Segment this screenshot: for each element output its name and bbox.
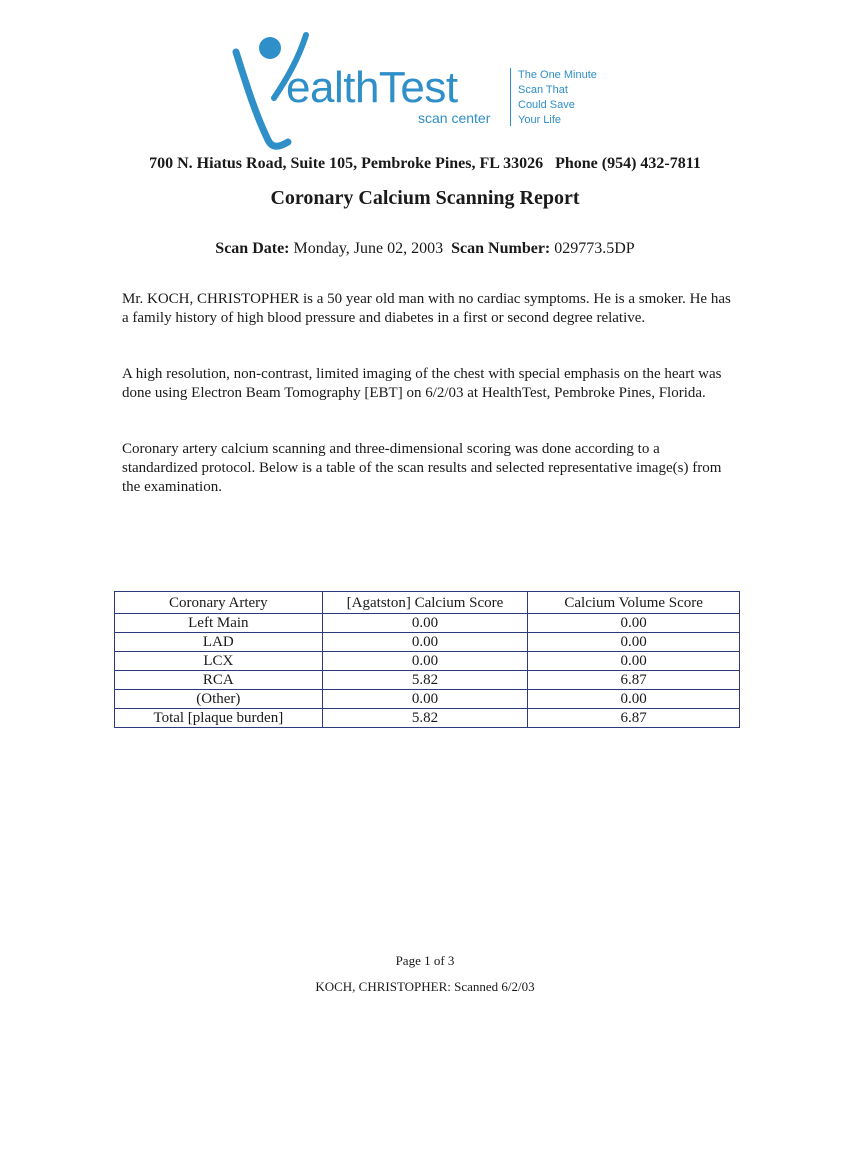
logo-divider (510, 68, 511, 126)
address-line (0, 155, 850, 173)
column-header-volume: Calcium Volume Score (528, 592, 740, 614)
agatston-cell: 5.82 (322, 709, 528, 728)
column-header-artery: Coronary Artery (115, 592, 323, 614)
imaging-method-paragraph: A high resolution, non-contrast, limited imaging of the chest with special emphasis on the heart was done using Electron Beam Tomography [EBT] on 6/2/03 at HealthTest, Pembroke Pines, Florida. (122, 366, 722, 401)
scan-date: Monday, June 02, 2003 (293, 240, 444, 257)
table-total-row (115, 709, 740, 728)
scoring-protocol-paragraph: Coronary artery calcium scanning and three-dimensional scoring was done according to a standardized protocol. Below is a table of the scan results and selected representative image(s) from the examination. (122, 441, 722, 495)
artery-cell: Left Main (115, 614, 323, 633)
scan-info-line (0, 240, 850, 258)
calcium-score-table (114, 591, 740, 728)
table-row (115, 633, 740, 652)
agatston-cell: 0.00 (322, 633, 528, 652)
volume-cell: 0.00 (528, 690, 740, 709)
address: 700 N. Hiatus Road, Suite 105, Pembroke Pines, FL 33026 (149, 155, 544, 172)
logo-wordmark: ealthTest (286, 63, 458, 112)
report-title: Coronary Calcium Scanning Report (270, 187, 580, 209)
phone-label: Phone (555, 155, 598, 172)
artery-cell: (Other) (115, 690, 323, 709)
volume-cell: 0.00 (528, 614, 740, 633)
healthtest-logo (228, 30, 628, 150)
table-row (115, 671, 740, 690)
table-row (115, 690, 740, 709)
scanned-footer: KOCH, CHRISTOPHER: Scanned 6/2/03 (315, 979, 535, 994)
volume-cell: 6.87 (528, 671, 740, 690)
table-row (115, 652, 740, 671)
tagline-line: Could Save (518, 99, 575, 111)
artery-cell: Total [plaque burden] (115, 709, 323, 728)
artery-cell: RCA (115, 671, 323, 690)
agatston-cell: 5.82 (322, 671, 528, 690)
table-row (115, 614, 740, 633)
agatston-cell: 0.00 (322, 690, 528, 709)
volume-cell: 0.00 (528, 652, 740, 671)
phone: (954) 432-7811 (601, 155, 701, 172)
tagline-line: The One Minute (518, 69, 597, 81)
volume-cell: 6.87 (528, 709, 740, 728)
volume-cell: 0.00 (528, 633, 740, 652)
logo-subtext: scan center (418, 110, 491, 126)
scan-date-label: Scan Date: (215, 240, 290, 257)
page-number: Page 1 of 3 (395, 953, 455, 968)
column-header-agatston: [Agatston] Calcium Score (322, 592, 528, 614)
agatston-cell: 0.00 (322, 614, 528, 633)
logo-tagline (518, 68, 597, 128)
tagline-line: Your Life (518, 114, 562, 126)
table-header-row (115, 592, 740, 614)
agatston-cell: 0.00 (322, 652, 528, 671)
tagline-line: Scan That (518, 84, 568, 96)
scan-number-label: Scan Number: (451, 240, 551, 257)
artery-cell: LAD (115, 633, 323, 652)
scan-number: 029773.5DP (554, 240, 635, 257)
patient-summary-paragraph: Mr. KOCH, CHRISTOPHER is a 50 year old man with no cardiac symptoms. He is a smoker. He has a family history of high blood pressure and diabetes in a first or second degree relative. (122, 291, 731, 326)
artery-cell: LCX (115, 652, 323, 671)
